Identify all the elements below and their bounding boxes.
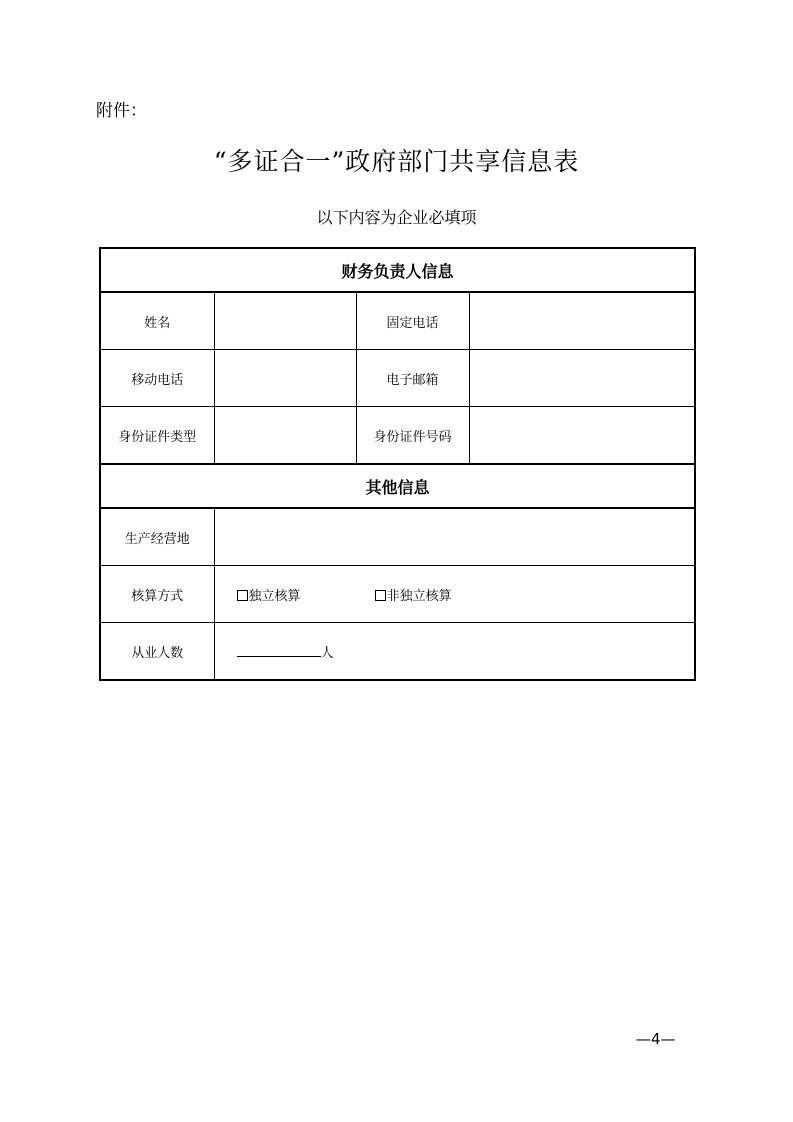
page-number: —4— [636,1030,676,1048]
accounting-options [214,566,695,623]
document-subtitle: 以下内容为企业必填项 [316,208,477,227]
section-heading-finance: 财务负责人信息 [100,248,695,292]
table-row [100,350,695,407]
email-field[interactable] [469,350,695,407]
independent-option[interactable] [237,585,301,604]
id-type-field[interactable] [214,407,356,465]
location-label: 生产经营地 [100,508,214,566]
employees-label: 从业人数 [100,623,214,681]
section-header-finance [100,248,695,292]
table-row [100,292,695,350]
landline-field[interactable] [469,292,695,350]
section-heading-other: 其他信息 [100,464,695,508]
employees-blank[interactable] [237,646,321,657]
name-label: 姓名 [100,292,214,350]
document-title: “多证合一”政府部门共享信息表 [213,147,580,176]
checkbox-icon[interactable] [237,590,248,601]
id-type-label: 身份证件类型 [100,407,214,465]
table-row [100,407,695,465]
accounting-label: 核算方式 [100,566,214,623]
mobile-field[interactable] [214,350,356,407]
non-independent-option-label: 非独立核算 [386,588,452,604]
table-row [100,508,695,566]
landline-label: 固定电话 [356,292,469,350]
independent-option-label: 独立核算 [248,588,301,604]
employees-field [214,623,695,681]
employees-unit: 人 [320,645,334,661]
table-row [100,623,695,681]
checkbox-icon[interactable] [375,590,386,601]
section-header-other [100,464,695,508]
id-number-label: 身份证件号码 [356,407,469,465]
info-table [99,247,696,681]
name-field[interactable] [214,292,356,350]
table-row [100,566,695,623]
attachment-label: 附件： [96,101,147,121]
id-number-field[interactable] [469,407,695,465]
email-label: 电子邮箱 [356,350,469,407]
mobile-label: 移动电话 [100,350,214,407]
non-independent-option[interactable] [375,585,452,604]
location-field[interactable] [214,508,695,566]
